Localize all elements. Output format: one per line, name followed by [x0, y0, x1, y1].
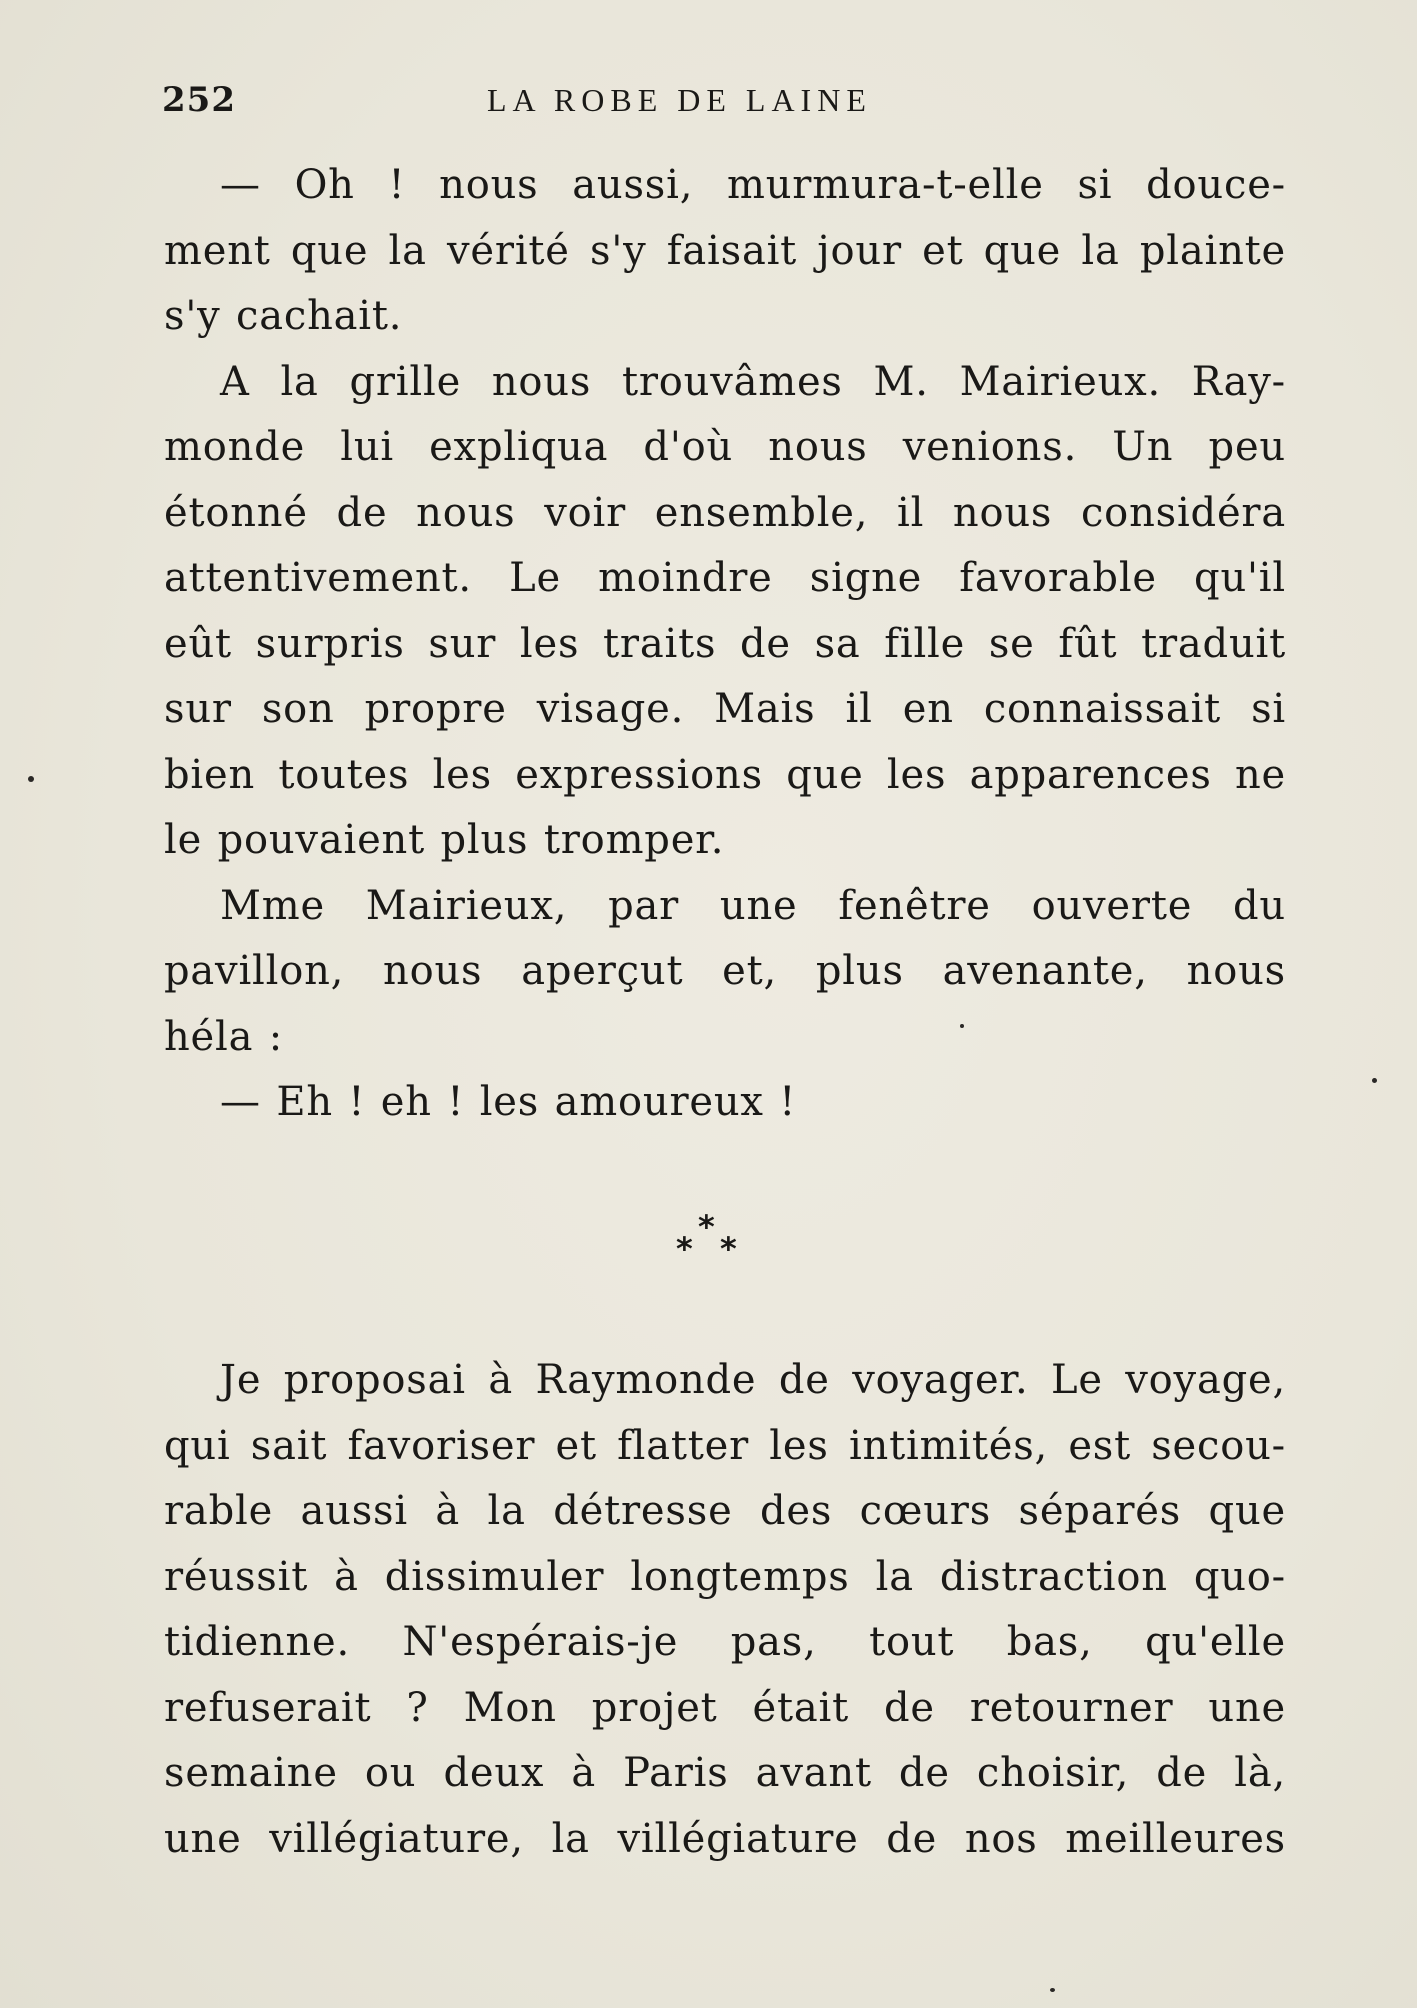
- text-line: semaine ou deux à Paris avant de choisir, de là,: [164, 1750, 1286, 1796]
- text-line: une villégiature, la villégiature de nos meilleures: [164, 1815, 1286, 1862]
- text-line: rable aussi à la détresse des cœurs séparés que: [164, 1488, 1286, 1534]
- text-line: qui sait favoriser et flatter les intimités, est secou-: [164, 1422, 1286, 1469]
- asterisk-glyph: *: [676, 1230, 693, 1268]
- text-line: bien toutes les expressions que les apparences ne: [164, 751, 1286, 798]
- paper-speck: [1372, 1078, 1377, 1083]
- paper-speck: [1050, 1988, 1055, 1992]
- paper-speck: [960, 1024, 964, 1028]
- text-line: monde lui expliqua d'où nous venions. Un peu: [164, 424, 1286, 470]
- text-line: pavillon, nous aperçut et, plus avenante, nous: [164, 948, 1286, 994]
- text-line: héla :: [164, 1013, 284, 1060]
- text-line: — Eh ! eh ! les amoureux !: [220, 1079, 797, 1125]
- text-line: étonné de nous voir ensemble, il nous considéra: [164, 489, 1286, 536]
- asterisk-glyph: *: [720, 1230, 737, 1268]
- paper-speck: [28, 776, 34, 782]
- text-block-2: [164, 1348, 1286, 1872]
- text-line: s'y cachait.: [164, 293, 403, 339]
- text-line: Mme Mairieux, par une fenêtre ouverte du: [220, 882, 1286, 929]
- page-number: 252: [162, 80, 236, 120]
- asterisk-glyph: *: [698, 1208, 715, 1246]
- text-line: attentivement. Le moindre signe favorable qu'il: [164, 555, 1286, 601]
- text-line: Je proposai à Raymonde de voyager. Le voyage,: [220, 1357, 1286, 1403]
- text-line: — Oh ! nous aussi, murmura-t-elle si douce-: [220, 162, 1286, 208]
- text-line: réussit à dissimuler longtemps la distraction quo-: [164, 1553, 1286, 1600]
- running-title: LA ROBE DE LAINE: [487, 82, 872, 118]
- text-line: refuserait ? Mon projet était de retourner une: [164, 1684, 1286, 1731]
- text-line: tidienne. N'espérais-je pas, tout bas, qu'elle: [164, 1619, 1286, 1665]
- asterism-separator: [676, 1208, 740, 1268]
- page-header: [162, 80, 1292, 130]
- text-line: sur son propre visage. Mais il en connaissait si: [164, 686, 1286, 732]
- text-line: le pouvaient plus tromper.: [164, 817, 725, 863]
- text-block-1: [164, 153, 1286, 1136]
- text-line: ment que la vérité s'y faisait jour et que la plainte: [164, 227, 1286, 274]
- text-line: eût surpris sur les traits de sa fille se fût traduit: [164, 620, 1286, 667]
- text-line: A la grille nous trouvâmes M. Mairieux. Ray-: [220, 358, 1286, 405]
